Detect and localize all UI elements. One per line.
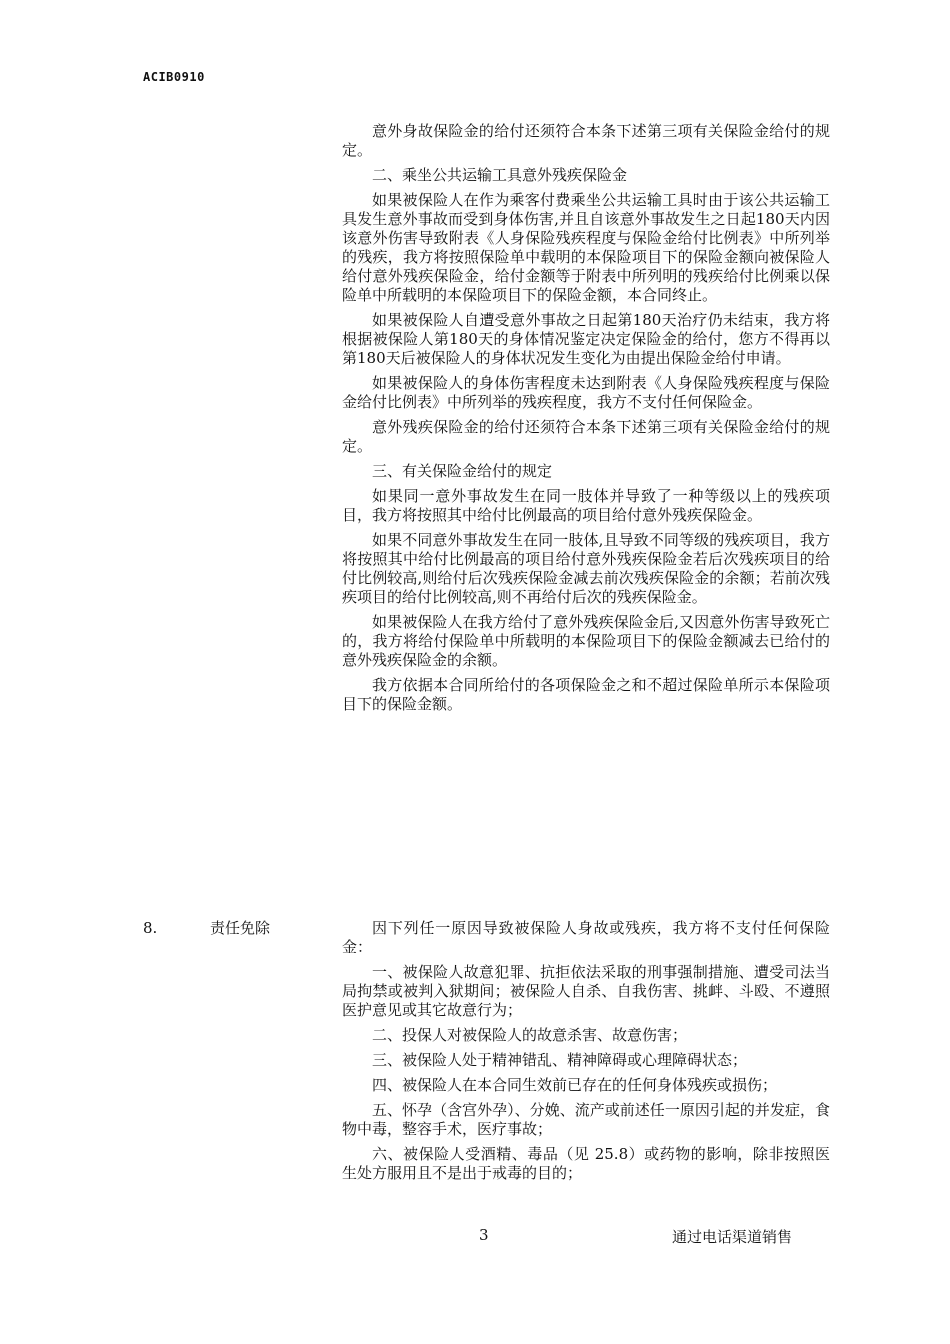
exclusion-item: 一、被保险人故意犯罪、抗拒依法采取的刑事强制措施、遭受司法当局拘禁或被判入狱期间；被保险人自杀、自我伤害、挑衅、斗殴、不遵照医护意见或其它故意行为； bbox=[342, 963, 830, 1019]
exclusions-column bbox=[342, 919, 830, 1189]
paragraph: 如果被保险人的身体伤害程度未达到附表《人身保险残疾程度与保险金给付比例表》中所列举的残疾程度，我方不支付任何保险金。 bbox=[342, 374, 830, 411]
paragraph: 如果被保险人在我方给付了意外残疾保险金后,又因意外伤害导致死亡的，我方将给付保险单中所载明的本保险项目下的保险金额减去已给付的意外残疾保险金的余额。 bbox=[342, 613, 830, 669]
subsection-heading: 二、乘坐公共运输工具意外残疾保险金 bbox=[372, 166, 628, 184]
paragraph: 意外身故保险金的给付还须符合本条下述第三项有关保险金给付的规定。 bbox=[342, 122, 830, 159]
paragraph: 如果同一意外事故发生在同一肢体并导致了一种等级以上的残疾项目，我方将按照其中给付比例最高的项目给付意外残疾保险金。 bbox=[342, 487, 830, 524]
exclusion-item: 四、被保险人在本合同生效前已存在的任何身体残疾或损伤； bbox=[372, 1076, 778, 1094]
paragraph: 我方依据本合同所给付的各项保险金之和不超过保险单所示本保险项目下的保险金额。 bbox=[342, 676, 830, 713]
paragraph: 如果不同意外事故发生在同一肢体,且导致不同等级的残疾项目，我方将按照其中给付比例最高的项目给付意外残疾保险金若后次残疾项目的给付比例较高,则给付后次残疾保险金减去前次残疾保险金的余额；若前次残疾项目的给付比例较高,则不再给付后次的残疾保险金。 bbox=[342, 531, 830, 606]
paragraph: 如果被保险人自遭受意外事故之日起第180天治疗仍未结束，我方将根据被保险人第180天的身体情况鉴定决定保险金的给付，您方不得再以第180天后被保险人的身体状况发生变化为由提出保险金给付申请。 bbox=[342, 311, 830, 367]
clause-number: 8. bbox=[143, 919, 158, 937]
exclusion-item: 五、怀孕（含宫外孕）、分娩、流产或前述任一原因引起的并发症，食物中毒，整容手术，医疗事故； bbox=[342, 1101, 830, 1138]
exclusion-item: 二、投保人对被保险人的故意杀害、故意伤害； bbox=[372, 1026, 688, 1044]
benefit-provisions-column bbox=[342, 122, 830, 720]
document-code: ACIB0910 bbox=[143, 70, 205, 84]
page-number: 3 bbox=[479, 1226, 489, 1244]
paragraph: 意外残疾保险金的给付还须符合本条下述第三项有关保险金给付的规定。 bbox=[342, 418, 830, 455]
exclusion-item: 三、被保险人处于精神错乱、精神障碍或心理障碍状态； bbox=[372, 1051, 748, 1069]
clause-title: 责任免除 bbox=[210, 919, 271, 937]
footer-note: 通过电话渠道销售 bbox=[672, 1228, 793, 1246]
exclusion-item: 六、被保险人受酒精、毒品（见 25.8）或药物的影响，除非按照医生处方服用且不是出于戒毒的目的； bbox=[342, 1145, 830, 1182]
paragraph: 因下列任一原因导致被保险人身故或残疾，我方将不支付任何保险金： bbox=[342, 919, 830, 956]
subsection-heading: 三、有关保险金给付的规定 bbox=[372, 462, 553, 480]
paragraph: 如果被保险人在作为乘客付费乘坐公共运输工具时由于该公共运输工具发生意外事故而受到身体伤害,并且自该意外事故发生之日起180天内因该意外伤害导致附表《人身保险残疾程度与保险金给付比例表》中所列举的残疾，我方将按照保险单中载明的本保险项目下的保险金额向被保险人给付意外残疾保险金，给付金额等于附表中所列明的残疾给付比例乘以保险单中所载明的本保险项目下的保险金额，本合同终止。 bbox=[342, 191, 830, 304]
